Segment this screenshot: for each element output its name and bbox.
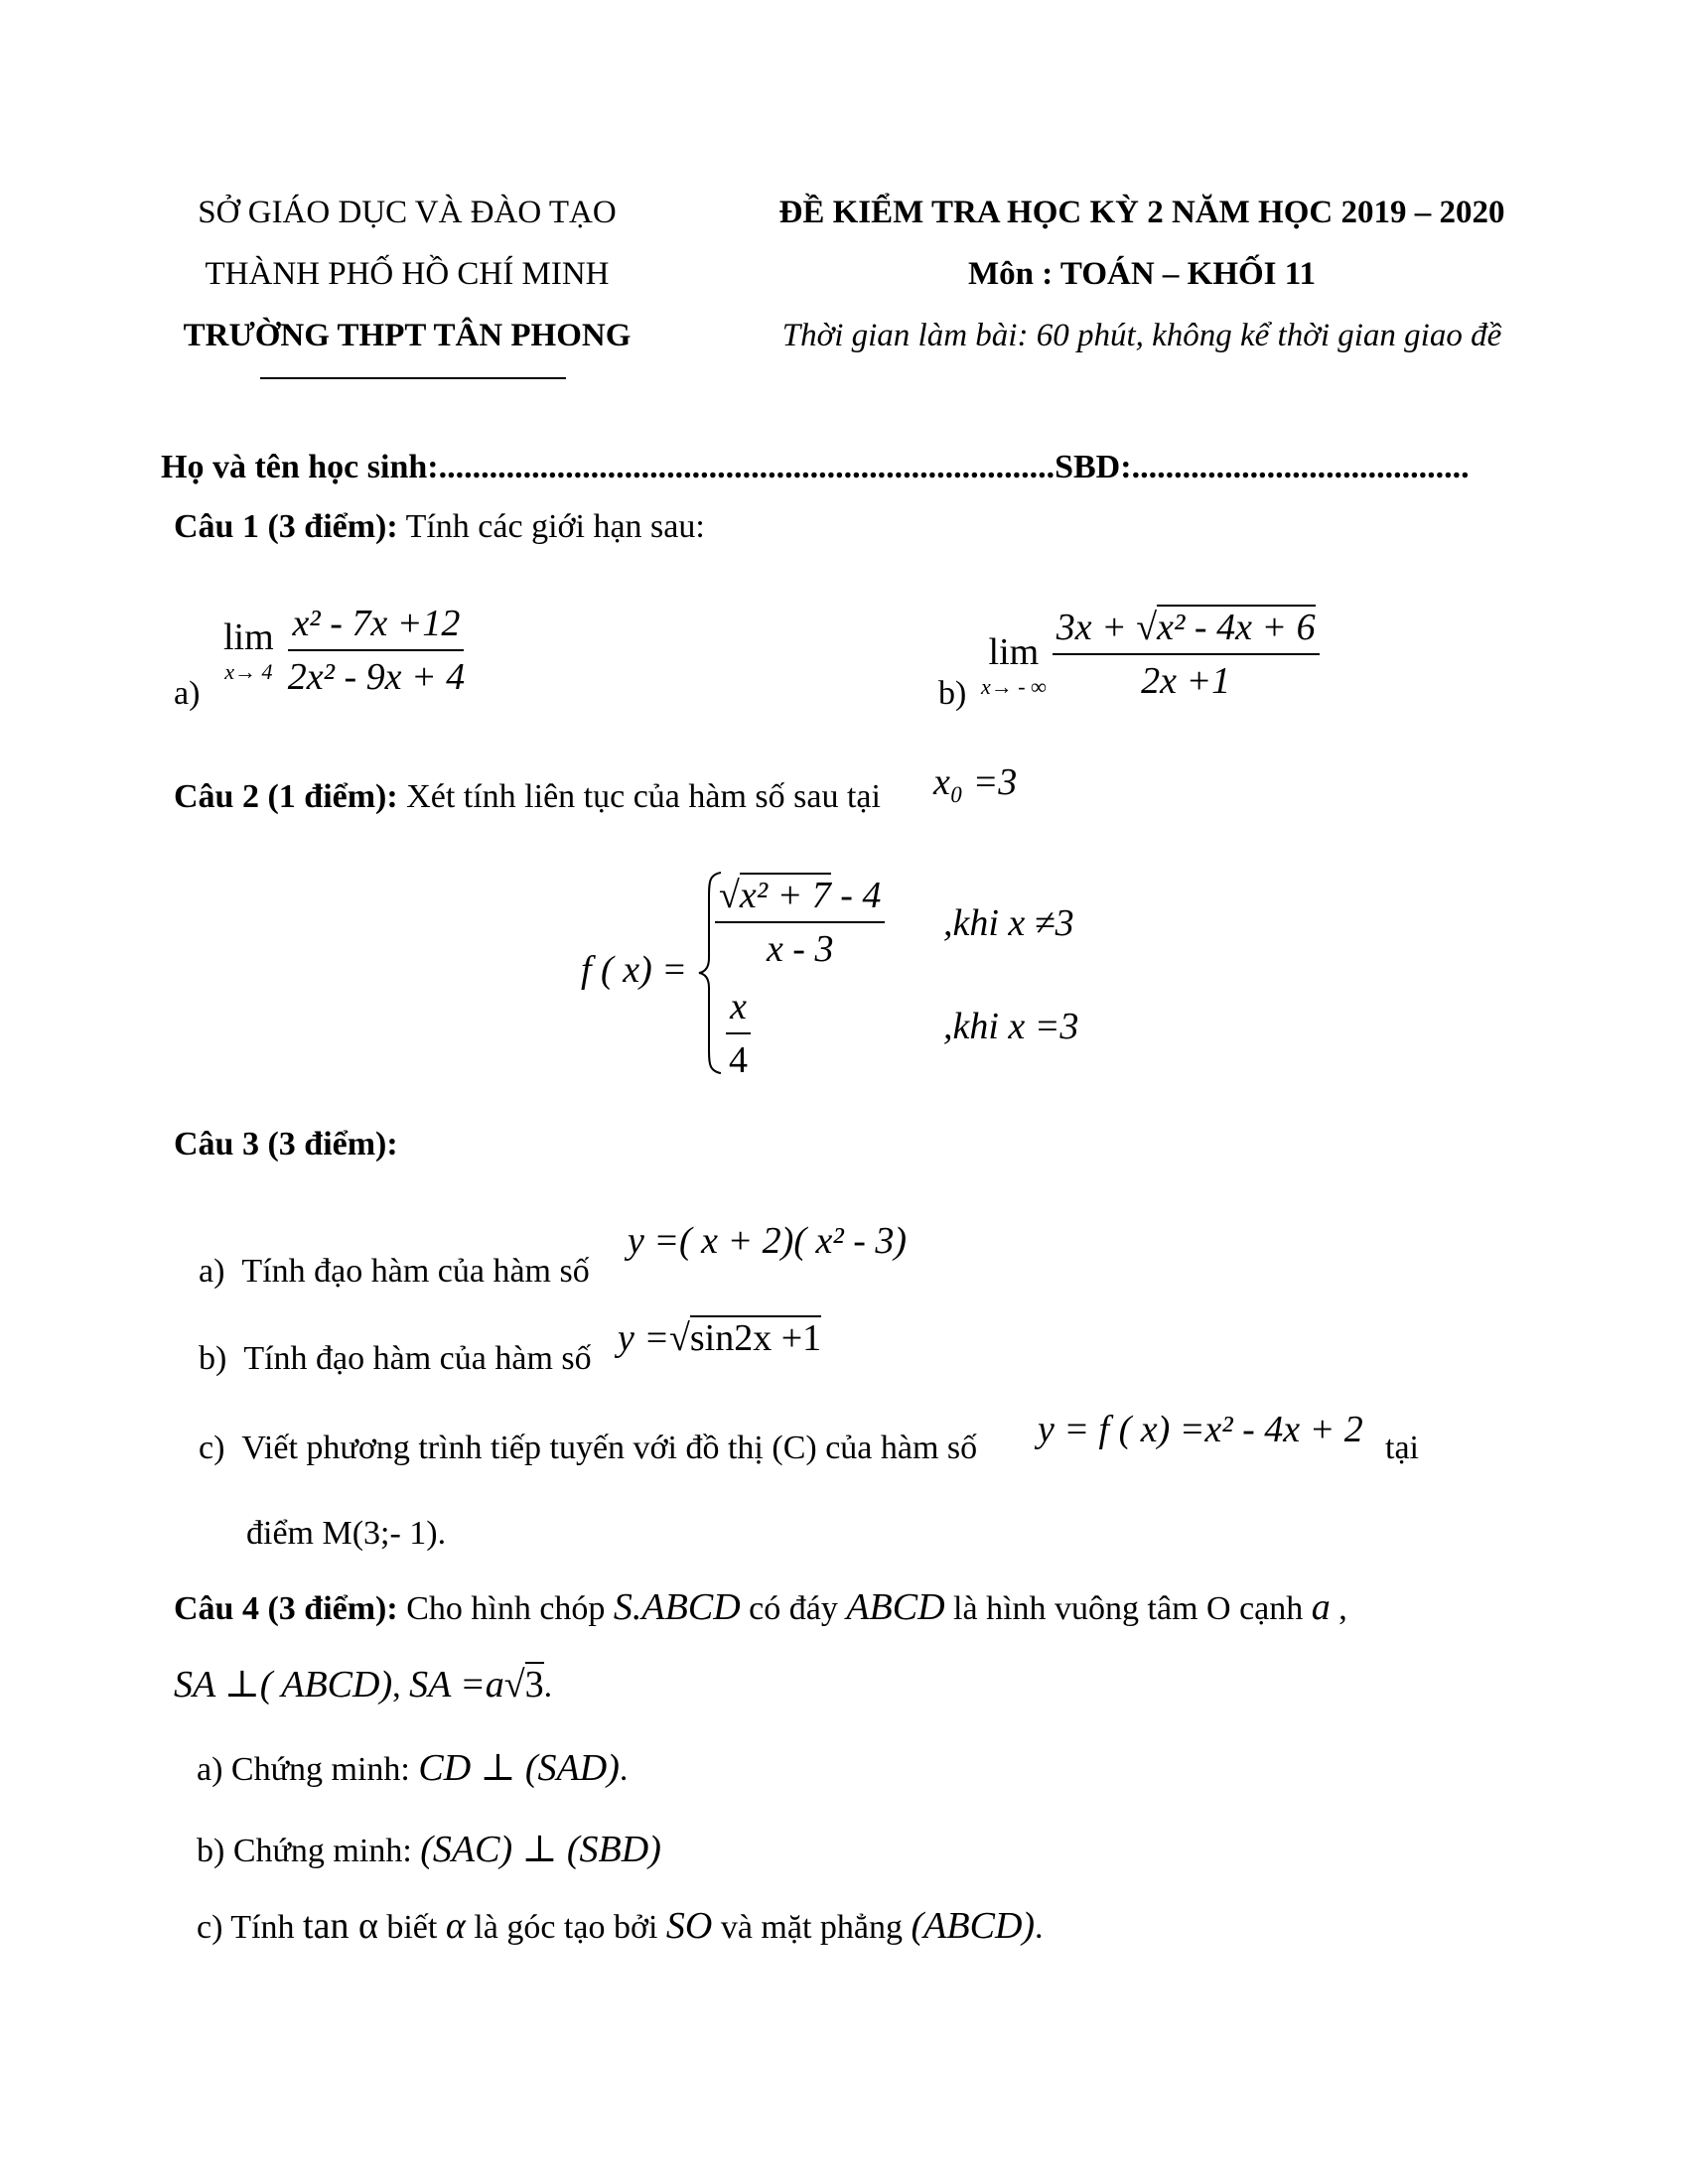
case-2-denominator: 4 [729, 1039, 748, 1081]
question-3b-radicand: sin2x +1 [689, 1317, 822, 1359]
question-4c-text-4: và mặt phẳng [712, 1909, 912, 1946]
school-underline [260, 377, 566, 379]
question-4-edge: a [1311, 1586, 1331, 1628]
exam-title: ĐỀ KIỂM TRA HỌC KỲ 2 NĂM HỌC 2019 – 2020 [778, 195, 1505, 230]
question-4c-alpha: α [445, 1905, 466, 1947]
question-4-heading [174, 1585, 1347, 1629]
case-2-fraction [725, 985, 752, 1082]
denominator-1a: 2x² - 9x + 4 [287, 656, 466, 698]
numerator-1a: x² - 7x +12 [288, 602, 464, 651]
piecewise-condition-2: ,khi x =3 [943, 1006, 1079, 1047]
question-3a-label: a) [199, 1253, 225, 1290]
question-4c-text-3: là góc tạo bởi [465, 1909, 666, 1946]
question-4-sa-prefix: SA =a [409, 1664, 504, 1706]
question-4b [197, 1827, 661, 1871]
case-1-numerator-tail: - 4 [830, 875, 882, 916]
fraction-1a [284, 602, 469, 699]
student-name-dots[interactable]: ......................................................................... [438, 449, 1055, 485]
student-info-line [161, 449, 1591, 486]
question-4a-text: a) Chứng minh: [197, 1751, 419, 1788]
question-3c-text: Viết phương trình tiếp tuyến với đồ thị (C) của hàm số [241, 1430, 978, 1466]
question-4-label: Câu 4 (3 điểm): [174, 1590, 398, 1627]
question-3c-point-label: điểm [246, 1515, 323, 1552]
numerator-1b: 3x + √x² - 4x + 6 [1053, 606, 1320, 655]
sbd-label: SBD: [1055, 449, 1132, 485]
question-4-text-1: Cho hình chóp [397, 1590, 614, 1627]
question-1-heading [174, 508, 705, 546]
question-4-perpendicular: SA ⊥( ABCD) [174, 1664, 393, 1706]
question-3c-point: M(3;- 1) [322, 1515, 438, 1552]
case-2-numerator: x [726, 985, 751, 1034]
question-3-heading: Câu 3 (3 điểm): [174, 1126, 398, 1162]
lim-operator-b: lim [988, 631, 1040, 673]
question-4-sa-length: SA =a√3 [409, 1664, 544, 1706]
question-3c-label: c) [199, 1430, 225, 1466]
piecewise-case-2 [725, 985, 752, 1082]
question-1b-expression [981, 606, 1320, 703]
fraction-1b [1053, 606, 1320, 703]
question-4-text-3: là hình vuông tâm O cạnh [944, 1590, 1312, 1627]
piecewise-condition-1: ,khi x ≠3 [943, 902, 1074, 944]
question-4c [197, 1904, 1044, 1948]
question-4-text-4: , [1330, 1590, 1347, 1627]
numerator-1b-radicand: x² - 4x + 6 [1157, 607, 1316, 648]
denominator-1b: 2x +1 [1141, 660, 1231, 702]
question-3a [199, 1253, 590, 1291]
question-3a-text: Tính đạo hàm của hàm số [241, 1253, 590, 1290]
question-3c-end: . [437, 1515, 447, 1552]
question-4-text-2: có đáy [740, 1590, 847, 1627]
question-1a-label: a) [174, 675, 201, 712]
question-4c-so: SO [665, 1905, 713, 1947]
question-4a-math: CD ⊥ (SAD) [418, 1747, 620, 1789]
question-4-line-2 [174, 1662, 552, 1706]
question-3b-label: b) [199, 1340, 227, 1377]
case-1-numerator: √x² + 7 - 4 [715, 874, 885, 923]
question-1b-label: b) [938, 675, 967, 712]
question-4c-end: . [1035, 1909, 1044, 1946]
question-3c-tail: tại [1385, 1430, 1419, 1466]
question-4-line-2-end: . [543, 1668, 553, 1705]
case-1-fraction [715, 874, 885, 971]
question-2-label: Câu 2 (1 điểm): [174, 778, 398, 815]
question-4c-tan: tan α [303, 1905, 378, 1947]
question-4a [197, 1745, 628, 1790]
sbd-dots[interactable]: ........................................ [1131, 449, 1470, 485]
question-4b-text: b) Chứng minh: [197, 1833, 421, 1869]
question-3c-line-2 [246, 1515, 446, 1553]
question-4-sa-radicand: 3 [524, 1664, 544, 1706]
city-name: THÀNH PHỐ HỒ CHÍ MINH [205, 256, 610, 292]
case-1-denominator: x - 3 [766, 928, 834, 970]
question-2-heading [174, 778, 881, 816]
exam-subject: Môn : TOÁN – KHỐI 11 [968, 256, 1316, 292]
lim-operator: lim [223, 616, 274, 658]
question-4-separator: , [392, 1668, 410, 1705]
question-3b [199, 1340, 592, 1378]
question-4a-end: . [619, 1751, 629, 1788]
student-name-label: Họ và tên học sinh: [161, 449, 439, 485]
question-1-text: Tính các giới hạn sau: [397, 508, 705, 545]
question-3a-math: y =( x + 2)( x² - 3) [628, 1220, 908, 1262]
lim-subscript-b: x→ - ∞ [981, 674, 1047, 699]
question-4b-math: (SAC) ⊥ (SBD) [420, 1829, 661, 1870]
question-4c-plane: (ABCD) [911, 1905, 1036, 1947]
case-1-radicand: x² + 7 [739, 875, 831, 916]
question-3b-text: Tính đạo hàm của hàm số [243, 1340, 592, 1377]
question-4c-text: c) Tính [197, 1909, 304, 1946]
question-2-x0: x₀ =3 [933, 761, 1018, 803]
question-4-pyramid: S.ABCD [613, 1586, 741, 1628]
question-4-base: ABCD [846, 1586, 945, 1628]
question-2-text: Xét tính liên tục của hàm số sau tại [397, 778, 881, 815]
question-1a-expression [223, 602, 469, 699]
question-4c-text-2: biết [377, 1909, 446, 1946]
piecewise-fx-label: f ( x) = [581, 949, 687, 991]
question-1-label: Câu 1 (3 điểm): [174, 508, 398, 545]
department-name: SỞ GIÁO DỤC VÀ ĐÀO TẠO [198, 195, 617, 230]
lim-subscript-a: x→ 4 [224, 659, 273, 684]
question-3b-math: y =√sin2x +1 [618, 1317, 822, 1359]
numerator-1b-prefix: 3x + [1055, 607, 1137, 648]
exam-duration: Thời gian làm bài: 60 phút, không kể thời gian giao đề [781, 318, 1502, 353]
piecewise-case-1 [715, 874, 885, 971]
school-name: TRƯỜNG THPT TÂN PHONG [183, 318, 632, 353]
question-3c-math: y = f ( x) =x² - 4x + 2 [1038, 1409, 1363, 1450]
question-3b-math-prefix: y = [618, 1317, 670, 1359]
question-3c [199, 1430, 977, 1467]
